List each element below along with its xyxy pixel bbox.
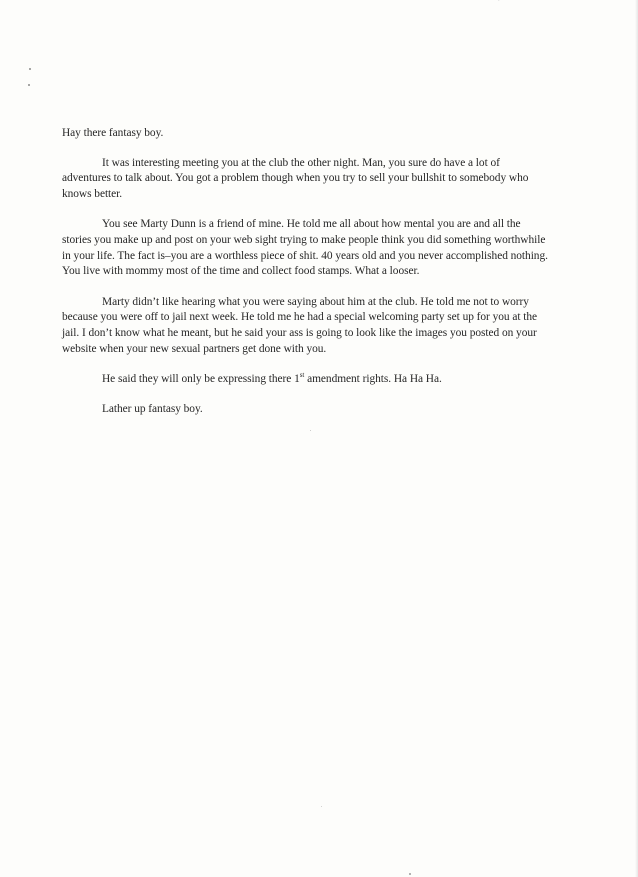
closing-line: Lather up fantasy boy.: [102, 402, 203, 415]
scan-speck: [321, 806, 322, 807]
scan-speck: [29, 68, 31, 70]
amendment-text-before: He said they will only be expressing there 1: [102, 373, 300, 386]
scan-mark: [498, 0, 517, 1]
scan-speck: [409, 873, 411, 875]
amendment-ordinal-suffix: st: [299, 371, 305, 380]
scan-speck: [28, 84, 30, 86]
paragraph-club-meeting: It was interesting meeting you at the club the other night. Man, you sure do have a lot of adventures to talk about. You got a problem though when you try to sell your bullshit to somebody who knows better.: [62, 156, 529, 200]
paragraph-amendment: [62, 372, 548, 388]
letter-body: [62, 126, 548, 417]
salutation: Hay there fantasy boy.: [62, 127, 164, 139]
scan-speck: [310, 430, 311, 431]
paragraph-marty-dunn: You see Marty Dunn is a friend of mine. He told me all about how mental you are and all the stories you make up and post on your web sight trying to make people think you did something worthwhile in your life. The fact is–you are a worthless piece of shit. 40 years old and you never accomplished nothing. You live with mommy most of the time and collect food stamps. What a looser.: [62, 218, 548, 278]
amendment-text-after: amendment rights. Ha Ha Ha.: [304, 373, 442, 386]
paragraph-jail: Marty didn’t like hearing what you were saying about him at the club. He told me not to worry because you were off to jail next week. He told me he had a special welcoming party set up for you at the jail. I don’t know what he meant, but he said your ass is going to look like the images you posted on your website when your new sexual partners get done with you.: [62, 295, 537, 355]
